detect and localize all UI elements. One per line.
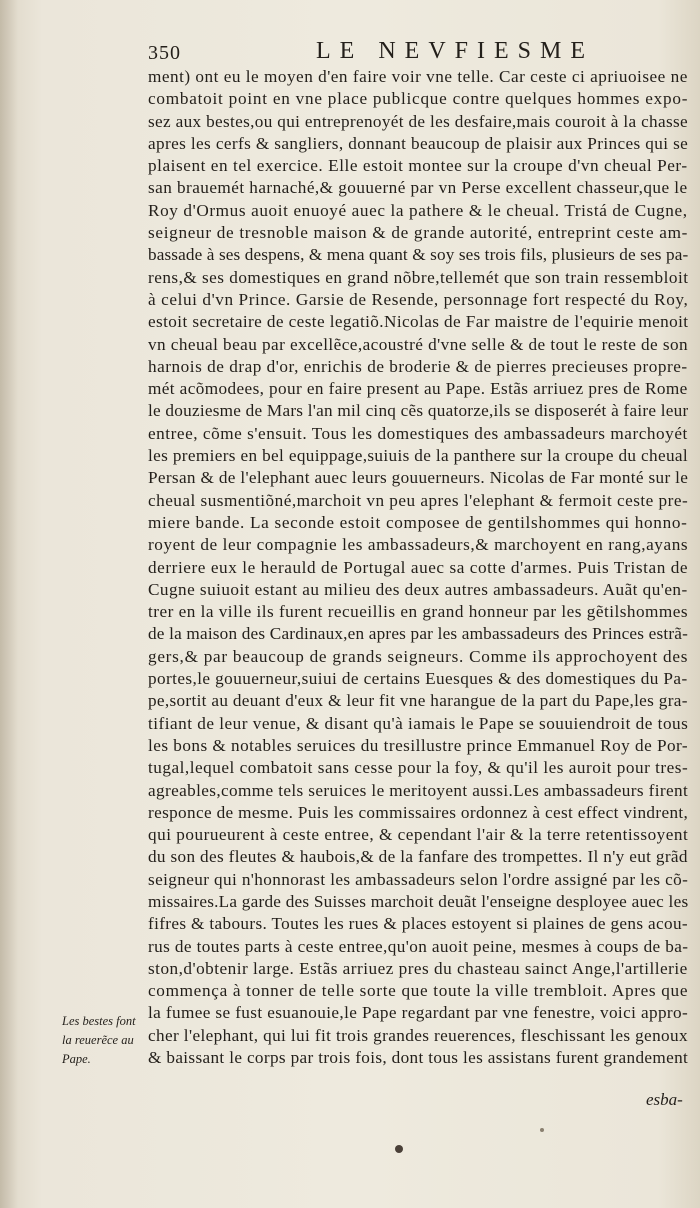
margin-note [62, 1012, 148, 1069]
text-line: apres les cerfs & sangliers, donnant beaucoup de plaisir aux Princes qui se [148, 133, 688, 153]
text-line: cher l'elephant, qui lui fit trois grandes reuerences, fleschissant les genoux [148, 1025, 688, 1045]
text-line: mét acõmodees, pour en faire present au Pape. Estãs arriuez pres de Rome [148, 379, 688, 399]
text-line: ston,d'obtenir large. Estãs arriuez pres du chasteau sainct Ange,l'artillerie [148, 958, 688, 978]
text-line: seigneur qui n'honnorast les ambassadeurs selon l'ordre assigné par les cõ- [148, 869, 688, 889]
text-line: commença à tonner de telle sorte que toute la ville trembloit. Apres que [148, 981, 688, 1001]
text-line: seigneur de tresnoble maison & de grande autorité, entreprint ceste am- [148, 223, 688, 243]
text-line: miere bande. La seconde estoit composee de gentilshommes qui honno- [148, 512, 688, 532]
margin-note-line: la reuerẽce au [62, 1033, 134, 1047]
text-line: cheual susmentiõné,marchoit vn peu apres l'elephant & fermoit ceste pre- [148, 490, 688, 510]
text-line: combatoit point en vne place publicque contre quelques hommes expo- [148, 89, 688, 109]
text-line: derriere eux le herauld de Portugal auec sa cotte d'armes. Puis Tristan de [148, 557, 688, 577]
ink-dot-ornament [395, 1145, 403, 1153]
text-line: royent de leur compagnie les ambassadeurs,& marchoyent en rang,ayans [148, 535, 688, 555]
text-line: la fumee se fust esuanouie,le Pape regardant par vne fenestre, voici appro- [148, 1003, 688, 1023]
text-line: pe,sortit au deuant d'eux & leur fit vne harangue de la part du Pape,les gra- [148, 691, 688, 711]
text-line: estoit secretaire de ceste legatiõ.Nicolas de Far maistre de l'equirie menoit [148, 312, 688, 332]
text-line: missaires.La garde des Suisses marchoit deuãt l'enseigne desployee auec les [148, 891, 688, 911]
text-line: Roy d'Ormus auoit enuoyé auec la pathere & le cheual. Tristá de Cugne, [148, 200, 688, 220]
text-line: vn cheual beau par excellẽce,acoustré d'vne selle & de tout le reste de son [148, 334, 688, 354]
margin-note-line: Les bestes font [62, 1014, 136, 1028]
text-line: agreables,comme tels seruices le meritoyent aussi.Les ambassadeurs firent [148, 780, 688, 800]
text-line: qui pourueurent à ceste entree, & cependant l'air & la terre retentissoyent [148, 825, 688, 845]
text-line: gers,& par beaucoup de grands seigneurs. Comme ils approchoyent des [148, 646, 688, 666]
gutter-shadow [0, 0, 18, 1208]
paper-speck [540, 1128, 544, 1132]
text-line: sez aux bestes,ou qui entreprenoyét de les desfaire,mais couroit à la chasse [148, 111, 688, 131]
text-line: les bons & notables seruices du tresillustre prince Emmanuel Roy de Por- [148, 735, 688, 755]
text-line: harnois de drap d'or, enrichis de broderie & de pierres precieuses propre- [148, 356, 688, 376]
text-line: rus de toutes parts à ceste entree,qu'on auoit peine, mesmes à coups de ba- [148, 936, 688, 956]
text-line: responce de mesme. Puis les commissaires ordonnez à cest effect vindrent, [148, 802, 688, 822]
text-line: le douziesme de Mars l'an mil cinq cẽs quatorze,ils se disposerét à faire leur [148, 401, 688, 421]
text-line: à celui d'vn Prince. Garsie de Resende, personnage fort respecté du Roy, [148, 289, 688, 309]
text-line: Cugne suiuoit estant au milieu des deux autres ambassadeurs. Auãt qu'en- [148, 579, 688, 599]
text-line: ment) ont eu le moyen d'en faire voir vne telle. Car ceste ci apriuoisee ne [148, 67, 688, 86]
text-line: trer en la ville ils furent recueillis en grand honneur par les gẽtilshommes [148, 602, 688, 622]
text-line: san brauemét harnaché,& gouuerné par vn Perse excellent chasseur,que le [148, 178, 688, 198]
text-line: tugal,lequel combatoit sans cesse pour la foy, & qu'il les auroit pour tres- [148, 758, 688, 778]
text-line: & baissant le corps par trois fois, dont tous les assistans furent grandement [148, 1048, 688, 1068]
text-line: les premiers en bel equippage,suiuis de la panthere sur la croupe du cheual [148, 446, 688, 466]
text-line: de la maison des Cardinaux,en apres par les ambassadeurs des Princes estrã- [148, 624, 688, 644]
text-line: entree, cõme s'ensuit. Tous les domestiques des ambassadeurs marchoyét [148, 423, 688, 443]
text-line: Persan & de l'elephant auec leurs gouuerneurs. Nicolas de Far monté sur le [148, 468, 688, 488]
page-number: 350 [148, 42, 181, 64]
text-line: du son des fleutes & haubois,& de la fanfare des trompettes. Il n'y eut grãd [148, 847, 688, 867]
text-line: tifiant de leur venue, & disant qu'à iamais le Pape se souuiendroit de tous [148, 713, 688, 733]
catchword: esba- [646, 1090, 683, 1109]
text-line: portes,le gouuerneur,suiui de certains Euesques & des domestiques du Pa- [148, 669, 688, 689]
page-header [148, 38, 693, 68]
running-head: LE NEVFIESME [316, 38, 594, 64]
text-line: plaisent en tel exercice. Elle estoit montee sur la croupe d'vn cheual Per- [148, 156, 688, 176]
text-line: fifres & tabours. Toutes les rues & places estoyent si plaines de gens acou- [148, 914, 688, 934]
text-line: bassade à ses despens, & mena quant & soy ses trois fils, plusieurs de ses pa- [148, 245, 688, 265]
body-text [148, 66, 688, 1069]
text-line: rens,& ses domestiques en grand nõbre,tellemét que son train ressembloit [148, 267, 688, 287]
margin-note-line: Pape. [62, 1052, 91, 1066]
